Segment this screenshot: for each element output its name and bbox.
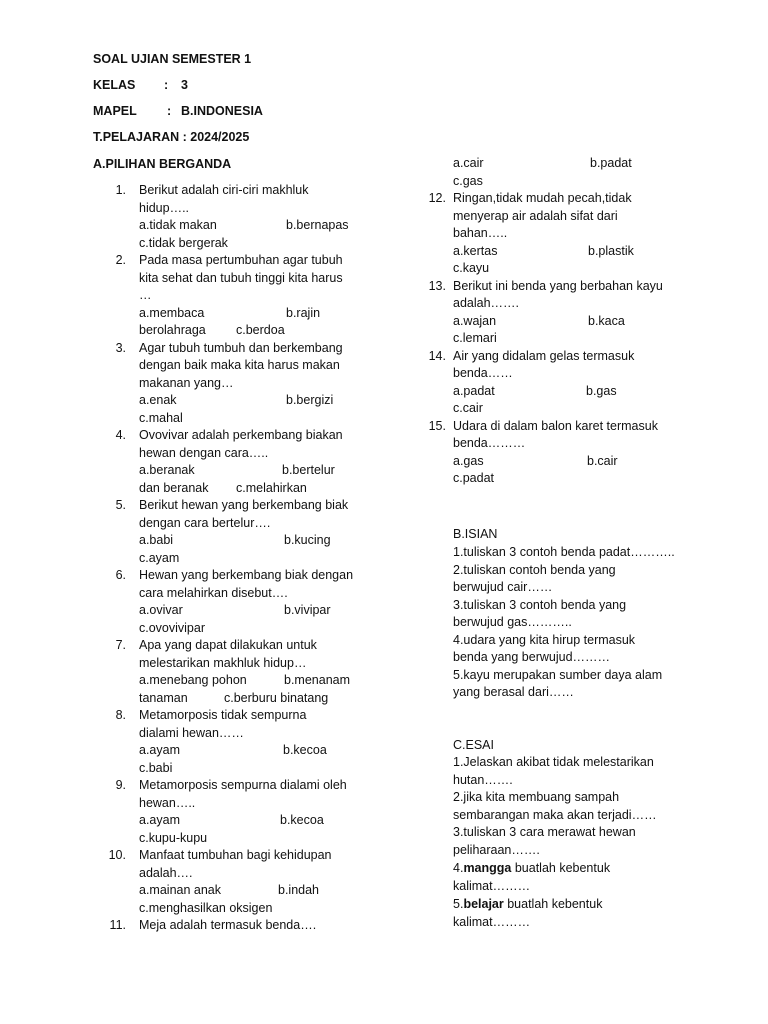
question-text: menyerap air adalah sifat dari (453, 208, 618, 223)
answer-option: c.ovovivipar (139, 620, 205, 635)
answer-option: c.gas (453, 173, 483, 188)
essay-q4-prefix: 4. (453, 861, 464, 875)
question-text: … (139, 288, 152, 302)
essay-q4-keyword: mangga (463, 861, 512, 875)
question-number: 4. (115, 428, 126, 442)
answer-option: a.tidak makan (139, 218, 217, 232)
question-text: Hewan yang berkembang biak dengan (139, 568, 354, 582)
question-text: dialami hewan…… (139, 725, 244, 740)
fill-in-line: 1.tuliskan 3 contoh benda padat……….. (453, 545, 675, 559)
answer-option: c.tidak bergerak (139, 235, 228, 250)
question-text: Ringan,tidak mudah pecah,tidak (453, 191, 632, 205)
question-text: Ovovivar adalah perkembang biakan (139, 428, 343, 442)
answer-option: c.kupu-kupu (139, 830, 208, 845)
answer-option: b.kecoa (280, 813, 324, 827)
question-text: Berikut adalah ciri-ciri makhluk (139, 183, 309, 197)
answer-option: c.mahal (139, 410, 183, 425)
answer-option: a.ayam (139, 743, 180, 757)
tp-value: 2024/2025 (190, 130, 250, 144)
answer-option: c.babi (139, 760, 173, 775)
answer-option: a.menebang pohon (139, 673, 247, 687)
question-text: dengan baik maka kita harus makan (139, 358, 340, 372)
kelas-row (93, 77, 188, 95)
question-number: 2. (115, 253, 126, 267)
question-text: Pada masa pertumbuhan agar tubuh (139, 253, 343, 267)
fill-in-line: berwujud cair…… (453, 580, 553, 594)
section-a-title: A.PILIHAN BERGANDA (93, 157, 232, 171)
fill-in-line: 3.tuliskan 3 contoh benda yang (453, 597, 627, 612)
answer-option: a.babi (139, 533, 174, 547)
question-number: 1. (115, 183, 126, 197)
question-number: 10. (108, 848, 126, 862)
essay-line: 2.jika kita membuang sampah (453, 790, 620, 804)
mapel-row (93, 103, 263, 121)
answer-option: c.cair (453, 401, 483, 415)
answer-option: b.bernapas (286, 218, 349, 232)
answer-option: c.ayam (139, 550, 180, 565)
question-text: Air yang didalam gelas termasuk (453, 348, 635, 363)
answer-option: b.gas (586, 383, 617, 398)
essay-q5-rest: buatlah kebentuk (503, 897, 603, 911)
section-c-title: C.ESAI (453, 738, 494, 752)
kelas-label: KELAS (93, 78, 136, 92)
question-text: benda…… (453, 366, 513, 380)
mapel-value: B.INDONESIA (181, 104, 263, 118)
answer-option: b.bertelur (282, 463, 335, 477)
answer-option: tanaman (139, 690, 188, 705)
answer-option: a.membaca (139, 305, 205, 320)
question-number: 11. (109, 918, 126, 932)
answer-option: a.ayam (139, 813, 180, 827)
answer-option: a.padat (453, 383, 495, 398)
tahun-pelajaran-row (93, 129, 249, 147)
essay-q5-line2: kalimat……… (453, 915, 531, 929)
question-text: Metamorposis tidak sempurna (139, 708, 307, 722)
answer-option: a.gas (453, 453, 484, 468)
question-text: dengan cara bertelur…. (139, 515, 271, 530)
question-text: Metamorposis sempurna dialami oleh (139, 778, 347, 792)
essay-q5-prefix: 5. (453, 897, 464, 911)
answer-option: a.cair (453, 156, 484, 170)
essay-q4-line2: kalimat……… (453, 879, 531, 893)
question-text: Apa yang dapat dilakukan untuk (139, 638, 317, 652)
fill-in-line: berwujud gas……….. (453, 615, 572, 629)
answer-option: b.cair (587, 453, 618, 468)
answer-option: c.menghasilkan oksigen (139, 900, 273, 915)
mapel-colon: : (167, 104, 172, 118)
answer-option: c.melahirkan (236, 480, 307, 495)
essay-q5-keyword: belajar (463, 897, 504, 911)
essay-line: peliharaan……. (453, 842, 540, 857)
question-number: 14. (428, 348, 446, 363)
fill-in-line: yang berasal dari…… (453, 685, 574, 699)
answer-option: b.indah (278, 883, 320, 897)
question-text: kita sehat dan tubuh tinggi kita harus (139, 270, 343, 285)
answer-option: b.padat (590, 156, 632, 170)
essay-line: hutan……. (453, 772, 513, 787)
question-text: Manfaat tumbuhan bagi kehidupan (139, 848, 332, 862)
question-text: melestarikan makhluk hidup… (139, 655, 307, 670)
question-text: benda……… (453, 436, 526, 450)
answer-option: b.rajin (286, 305, 321, 320)
answer-option: b.menanam (284, 673, 351, 687)
answer-option: b.plastik (588, 243, 634, 258)
question-number: 3. (115, 340, 126, 355)
question-number: 5. (115, 498, 126, 512)
question-number: 12. (428, 191, 446, 205)
question-text: adalah……. (453, 296, 520, 310)
section-b-title: B.ISIAN (453, 527, 498, 541)
question-text: hidup….. (139, 200, 190, 215)
question-text: Udara di dalam balon karet termasuk (453, 418, 658, 433)
essay-line: sembarangan maka akan terjadi…… (453, 807, 657, 822)
answer-option: c.berdoa (236, 323, 285, 337)
exam-title: SOAL UJIAN SEMESTER 1 (93, 52, 252, 66)
answer-option: a.kertas (453, 243, 498, 258)
question-number: 13. (428, 278, 446, 293)
tp-label: T.PELAJARAN : (93, 130, 187, 144)
question-text: Meja adalah termasuk benda…. (139, 918, 317, 932)
essay-line: 3.tuliskan 3 cara merawat hewan (453, 825, 636, 839)
question-text: Agar tubuh tumbuh dan berkembang (139, 340, 343, 355)
mapel-label: MAPEL (93, 104, 137, 118)
essay-question-5 (453, 896, 602, 914)
answer-option: a.beranak (139, 463, 195, 477)
question-text: hewan dengan cara….. (139, 445, 269, 460)
answer-option: a.ovivar (139, 603, 183, 617)
essay-question-4 (453, 860, 610, 878)
fill-in-line: 4.udara yang kita hirup termasuk (453, 632, 636, 647)
answer-option: c.berburu binatang (224, 690, 329, 705)
question-text: Berikut ini benda yang berbahan kayu (453, 278, 663, 293)
question-number: 7. (115, 638, 126, 652)
question-number: 6. (115, 568, 126, 582)
fill-in-line: benda yang berwujud……… (453, 650, 611, 664)
fill-in-line: 5.kayu merupakan sumber daya alam (453, 667, 663, 682)
answer-option: a.enak (139, 393, 177, 407)
answer-option: b.bergizi (286, 393, 334, 407)
question-text: Berikut hewan yang berkembang biak (139, 498, 349, 512)
answer-option: berolahraga (139, 323, 206, 337)
question-text: hewan….. (139, 795, 196, 810)
answer-option: a.mainan anak (139, 883, 222, 897)
question-number: 9. (115, 778, 126, 792)
answer-option: dan beranak (139, 480, 209, 495)
answer-option: b.vivipar (284, 603, 331, 617)
question-number: 8. (115, 708, 126, 722)
question-text: makanan yang… (139, 375, 234, 390)
answer-option: c.kayu (453, 261, 490, 275)
answer-option: c.lemari (453, 331, 497, 345)
kelas-value: 3 (181, 78, 188, 92)
answer-option: c.padat (453, 471, 495, 485)
answer-option: b.kaca (588, 313, 625, 328)
question-number: 15. (428, 418, 446, 433)
answer-option: a.wajan (453, 313, 497, 328)
kelas-colon: : (164, 78, 169, 92)
fill-in-line: 2.tuliskan contoh benda yang (453, 562, 616, 577)
essay-line: 1.Jelaskan akibat tidak melestarikan (453, 755, 654, 769)
answer-option: b.kucing (284, 533, 331, 547)
question-text: bahan….. (453, 226, 508, 240)
question-text: cara melahirkan disebut…. (139, 585, 288, 600)
answer-option: b.kecoa (283, 743, 327, 757)
essay-q4-rest: buatlah kebentuk (511, 861, 611, 875)
question-text: adalah…. (139, 865, 193, 880)
